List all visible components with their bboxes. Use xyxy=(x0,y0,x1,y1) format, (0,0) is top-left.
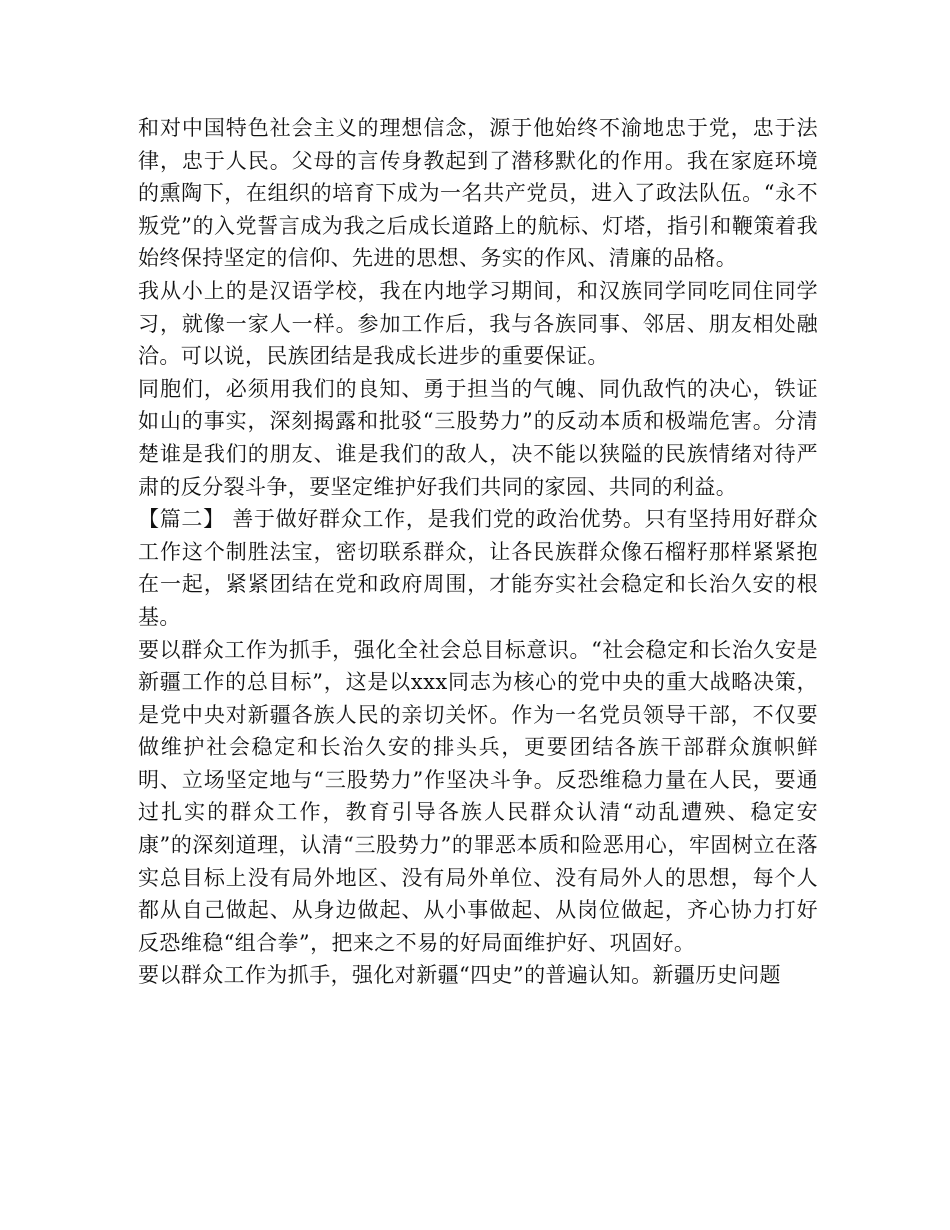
paragraph-3: 同胞们，必须用我们的良知、勇于担当的气魄、同仇敌忾的决心，铁证如山的事实，深刻揭露和批驳“三股势力”的反动本质和极端危害。分清楚谁是我们的朋友、谁是我们的敌人，决不能以狭隘的民族情绪对待严肃的反分裂斗争，要坚定维护好我们共同的家园、共同的利益。 xyxy=(138,376,818,499)
paragraph-4: 【篇二】 善于做好群众工作，是我们党的政治优势。只有坚持用好群众工作这个制胜法宝，密切联系群众，让各民族群众像石榴籽那样紧紧抱在一起，紧紧团结在党和政府周围，才能夯实社会稳定和长治久安的根基。 xyxy=(138,507,818,629)
paragraph-1: 和对中国特色社会主义的理想信念，源于他始终不渝地忠于党，忠于法律，忠于人民。父母的言传身教起到了潜移默化的作用。我在家庭环境的熏陶下，在组织的培育下成为一名共产党员，进入了政法队伍。“永不叛党”的入党誓言成为我之后成长道路上的航标、灯塔，指引和鞭策着我始终保持坚定的信仰、先进的思想、务实的作风、清廉的品格。 xyxy=(138,116,818,271)
paragraph-2: 我从小上的是汉语学校，我在内地学习期间，和汉族同学同吃同住同学习，就像一家人一样。参加工作后，我与各族同事、邻居、朋友相处融洽。可以说，民族团结是我成长进步的重要保证。 xyxy=(138,278,818,369)
paragraph-5: 要以群众工作为抓手，强化全社会总目标意识。“社会稳定和长治久安是新疆工作的总目标”，这是以xxx同志为核心的党中央的重大战略决策，是党中央对新疆各族人民的亲切关怀。作为一名党员领导干部，不仅要做维护社会稳定和长治久安的排头兵，更要团结各族干部群众旗帜鲜明、立场坚定地与“三股势力”作坚决斗争。反恐维稳力量在人民，要通过扎实的群众工作，教育引导各族人民群众认清“动乱遭殃、稳定安康”的深刻道理，认清“三股势力”的罪恶本质和险恶用心，牢固树立在落实总目标上没有局外地区、没有局外单位、没有局外人的思想，每个人都从自己做起、从身边做起、从小事做起、从岗位做起，齐心协力打好反恐维稳“组合拳”，把来之不易的好局面维护好、巩固好。 xyxy=(138,637,818,955)
paragraph-6: 要以群众工作为抓手，强化对新疆“四史”的普遍认知。新疆历史问题 xyxy=(138,963,781,988)
document-page xyxy=(138,112,818,992)
